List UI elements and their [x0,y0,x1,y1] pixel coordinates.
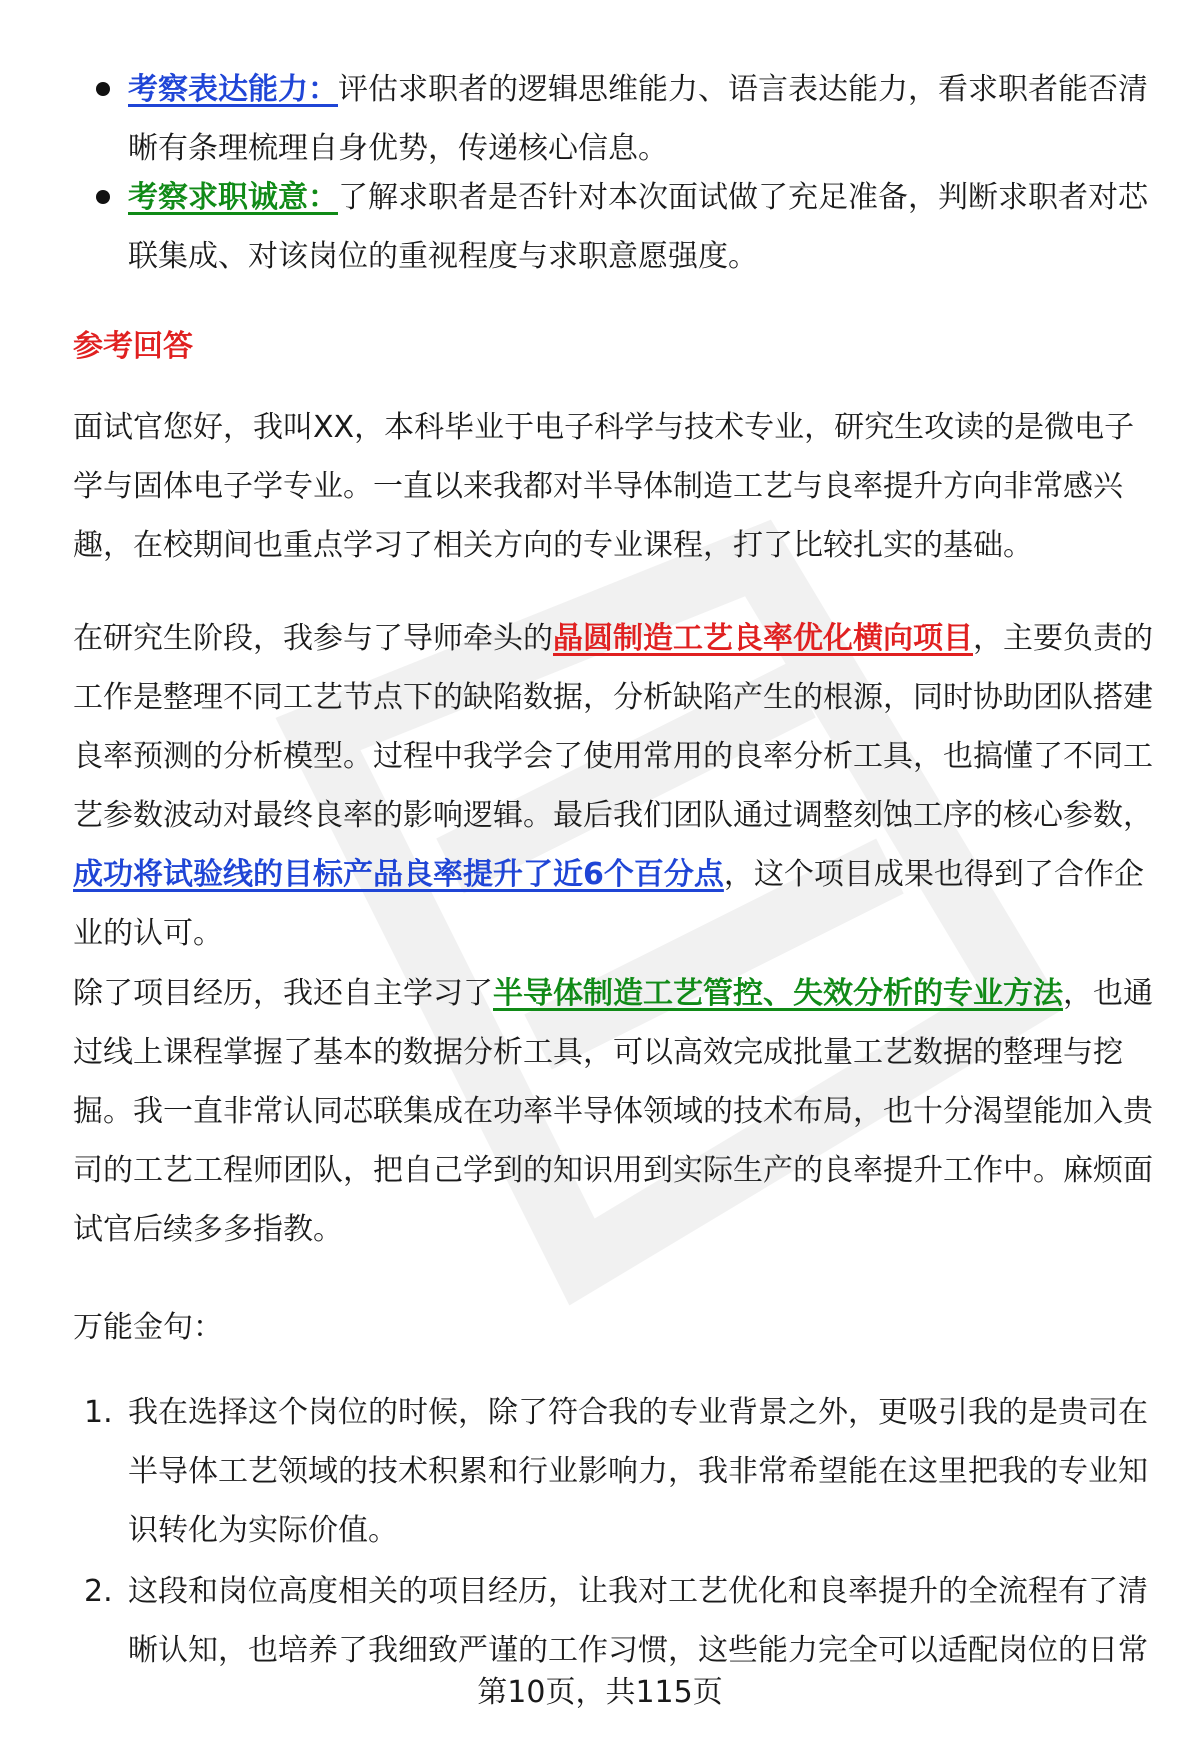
paragraph-text: ，主要负责的工作是整理不同工艺节点下的缺陷数据，分析缺陷产生的根源，同时协助团队搭建良率预测的分析模型。过程中我学会了使用常用的良率分析工具，也搞懂了不同工艺参数波动对最终良率的影响逻辑。最后我们团队通过调整刻蚀工序的核心参数， [73,621,1153,833]
answer-paragraph-self-study [73,964,1163,1259]
highlight-project-name: 晶圆制造工艺良率优化横向项目 [553,621,973,656]
bullet-text: 了解求职者是否针对本次面试做了充足准备，判断求职者对芯联集成、对该岗位的重视程度与求职意愿强度。 [128,180,1148,274]
highlight-methods: 半导体制造工艺管控、失效分析的专业方法 [493,976,1063,1011]
list-item: 我在选择这个岗位的时候，除了符合我的专业背景之外，更吸引我的是贵司在半导体工艺领域的技术积累和行业影响力，我非常希望能在这里把我的专业知识转化为实际价值。 [128,1395,1148,1548]
paragraph-text: ，也通过线上课程掌握了基本的数据分析工具，可以高效完成批量工艺数据的整理与挖掘。我一直非常认同芯联集成在功率半导体领域的技术布局，也十分渴望能加入贵司的工艺工程师团队，把自己学到的知识用到实际生产的良率提升工作中。麻烦面试官后续多多指教。 [73,976,1153,1247]
highlight-result: 成功将试验线的目标产品良率提升了近6个百分点 [73,857,724,892]
bullet-text: 评估求职者的逻辑思维能力、语言表达能力，看求职者能否清晰有条理梳理自身优势，传递核心信息。 [128,72,1148,166]
answer-paragraph-intro: 面试官您好，我叫XX，本科毕业于电子科学与技术专业，研究生攻读的是微电子学与固体电子学专业。一直以来我都对半导体制造工艺与良率提升方向非常感兴趣，在校期间也重点学习了相关方向的专业课程，打了比较扎实的基础。 [73,410,1135,563]
bullet-item-expression [128,60,1153,178]
paragraph-text: 除了项目经历，我还自主学习了 [73,976,493,1011]
golden-heading: 万能金句： [73,1310,223,1345]
list-number: 2. [84,1574,113,1609]
list-number: 1. [84,1395,113,1430]
paragraph-text: 在研究生阶段，我参与了导师牵头的 [73,621,553,656]
page-footer: 第10页，共115页 [477,1675,723,1710]
list-item: 这段和岗位高度相关的项目经历，让我对工艺优化和良率提升的全流程有了清晰认知，也培养了我细致严谨的工作习惯，这些能力完全可以适配岗位的日常 [128,1574,1148,1668]
bullet-label: 考察表达能力： [128,72,338,107]
answer-heading: 参考回答 [73,329,193,364]
bullet-label: 考察求职诚意： [128,180,338,215]
bullet-dot [96,190,110,204]
paragraph-text: ，这个项目成果也得到了合作企业的认可。 [73,857,1144,951]
answer-paragraph-project [73,609,1163,963]
bullet-dot [96,82,110,96]
bullet-item-sincerity [128,168,1153,286]
